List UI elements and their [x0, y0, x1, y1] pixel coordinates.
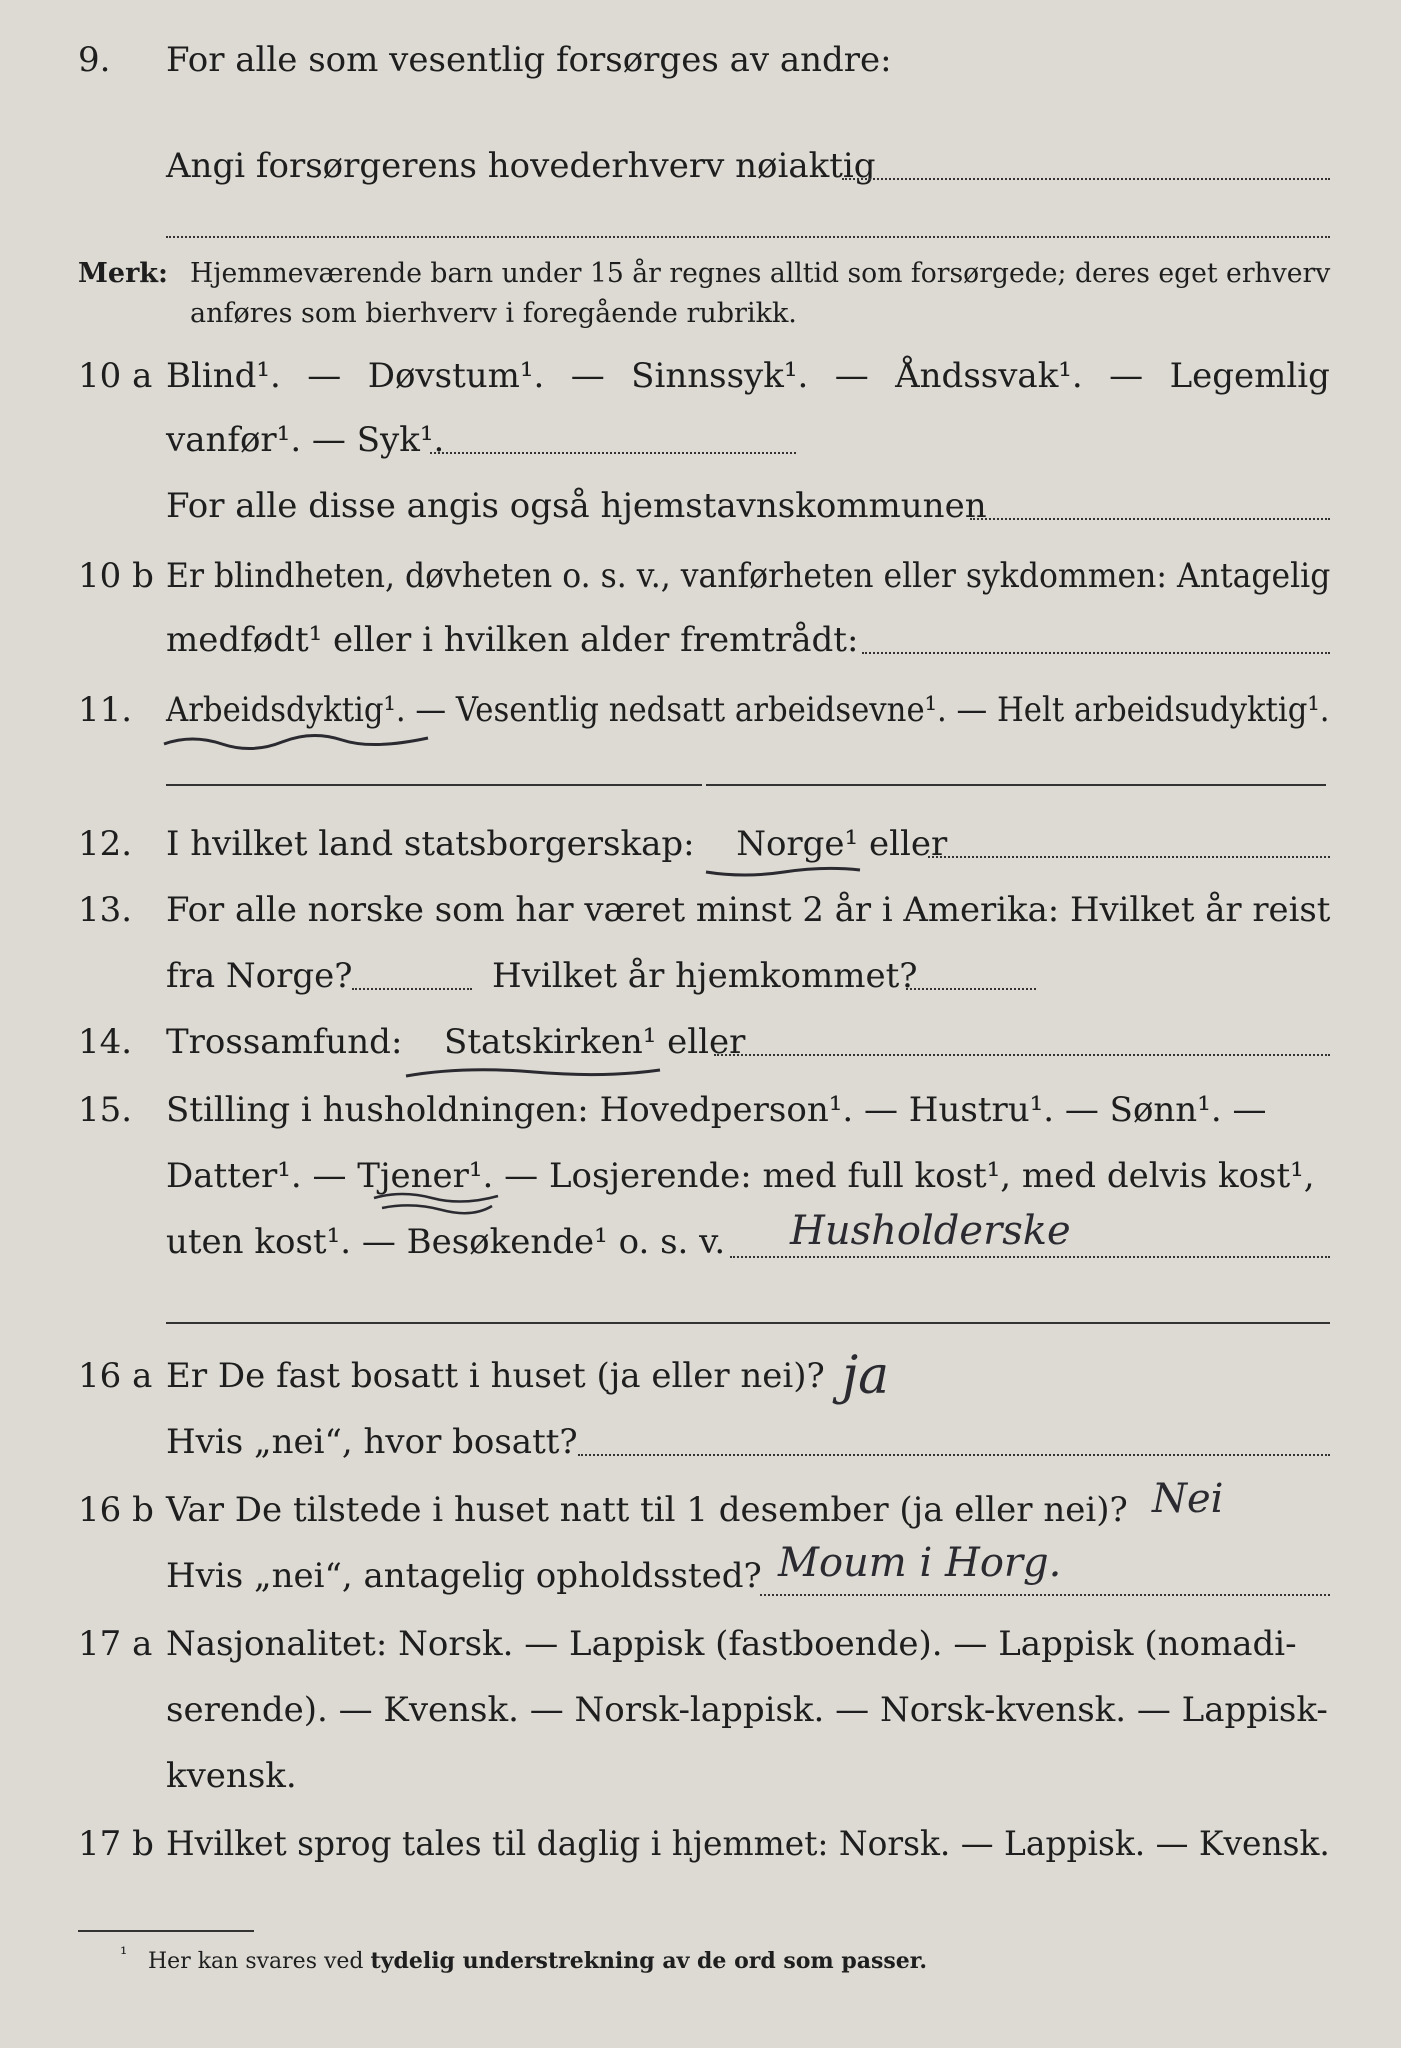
q16a-line2: Hvis „nei“, hvor bosatt?: [166, 1422, 578, 1462]
q17a-line2: serende). — Kvensk. — Norsk-lappisk. — Norsk-kvensk. — Lappisk-: [166, 1690, 1328, 1730]
item-number-9: 9.: [78, 40, 111, 80]
q16a-bosatt-answer-line[interactable]: [578, 1454, 1330, 1456]
q15-line2: Datter¹. — Tjener¹. — Losjerende: med full kost¹, med delvis kost¹,: [166, 1156, 1315, 1196]
footnote: [148, 1948, 927, 1974]
q16b-handwritten-answer-2[interactable]: Moum i Horg.: [778, 1540, 1062, 1586]
q17a-line1: Nasjonalitet: Norsk. — Lappisk (fastboende). — Lappisk (nomadi-: [166, 1624, 1297, 1664]
handwritten-underline-arbeidsdyktig: [162, 730, 432, 754]
q13-hjemkommet-answer-line[interactable]: [906, 988, 1036, 990]
q14-answer-line[interactable]: [714, 1054, 1330, 1056]
item-number-17a: 17 a: [78, 1624, 153, 1664]
q16b-line2: Hvis „nei“, antagelig opholdssted?: [166, 1556, 762, 1596]
q12-prefix: I hvilket land statsborgerskap:: [166, 824, 695, 864]
q14-suffix: eller: [667, 1022, 746, 1062]
item-number-16a: 16 a: [78, 1356, 153, 1396]
option-statskirken[interactable]: Statskirken¹: [444, 1022, 657, 1062]
footnote-text: Her kan svares ved: [148, 1949, 364, 1974]
dash: —: [1109, 356, 1144, 396]
q15-answer-line[interactable]: [730, 1256, 1330, 1258]
q12-line: [166, 824, 947, 864]
q15-rule: [166, 1322, 1330, 1324]
item-number-17b: 17 b: [78, 1824, 154, 1864]
q14-prefix: Trossamfund:: [166, 1022, 403, 1062]
q15-line3: uten kost¹. — Besøkende¹ o. s. v.: [166, 1222, 726, 1262]
q15-handwritten-answer[interactable]: Husholderske: [790, 1208, 1071, 1254]
q12-suffix: eller: [869, 824, 948, 864]
q11-rule-1: [166, 784, 702, 786]
item-number-10a: 10 a: [78, 356, 153, 396]
q16b-line1: Var De tilstede i huset natt til 1 desember (ja eller nei)?: [166, 1490, 1128, 1530]
q11-rule-2: [706, 784, 1326, 786]
q17b-line1: Hvilket sprog tales til daglig i hjemmet: Norsk. — Lappisk. — Kvensk.: [166, 1824, 1330, 1864]
merk-label: Merk:: [78, 258, 168, 289]
q16a-handwritten-answer[interactable]: ja: [842, 1346, 890, 1406]
q15-line1: Stilling i husholdningen: Hovedperson¹. — Hustru¹. — Sønn¹. —: [166, 1090, 1267, 1130]
item-number-12: 12.: [78, 824, 133, 864]
item-number-10b: 10 b: [78, 556, 154, 596]
item-number-13: 13.: [78, 890, 133, 930]
item-number-11: 11.: [78, 690, 133, 730]
option-andssvak[interactable]: Åndssvak¹.: [895, 356, 1083, 396]
dash: —: [307, 356, 342, 396]
q16b-handwritten-answer-1[interactable]: Nei: [1152, 1476, 1224, 1522]
q10b-line2: medfødt¹ eller i hvilken alder fremtrådt:: [166, 620, 859, 660]
dash: —: [570, 356, 605, 396]
handwritten-underline-statskirken: [404, 1062, 664, 1084]
q11-line1: Arbeidsdyktig¹. — Vesentlig nedsatt arbeidsevne¹. — Helt arbeidsudyktig¹.: [166, 690, 1330, 730]
q10b-line1: Er blindheten, døvheten o. s. v., vanførheten eller sykdommen: Antagelig: [166, 556, 1331, 596]
footnote-rule: [78, 1930, 254, 1932]
q9-answer-line[interactable]: [842, 178, 1330, 180]
q9-answer-line-2[interactable]: [166, 236, 1330, 238]
q10a-syk-answer-line[interactable]: [430, 452, 796, 454]
option-blind[interactable]: Blind¹.: [166, 356, 281, 396]
q13-line2b: Hvilket år hjemkommet?: [492, 956, 918, 996]
q13-line1: For alle norske som har været minst 2 år i Amerika: Hvilket år reist: [166, 890, 1331, 930]
q10a-line2: vanfør¹. — Syk¹.: [166, 420, 445, 460]
option-dovstum[interactable]: Døvstum¹.: [367, 356, 545, 396]
q16a-line1: Er De fast bosatt i huset (ja eller nei)?: [166, 1356, 825, 1396]
footnote-bold: tydelig understrekning av de ord som passer.: [370, 1948, 928, 1974]
q9-line2: Angi forsørgerens hovederhverv nøiaktig: [166, 146, 876, 186]
q14-line: [166, 1022, 745, 1062]
item-number-16b: 16 b: [78, 1490, 154, 1530]
q10a-line3: For alle disse angis også hjemstavnskommunen: [166, 486, 987, 526]
q12-answer-line[interactable]: [928, 856, 1330, 858]
dash: —: [834, 356, 869, 396]
footnote-mark: ¹: [120, 1944, 128, 1965]
merk-line1: Hjemmeværende barn under 15 år regnes alltid som forsørgede; deres eget erhverv: [190, 258, 1331, 289]
q13-line2a: fra Norge?: [166, 956, 353, 996]
option-norge[interactable]: Norge¹: [736, 824, 859, 864]
q17a-line3: kvensk.: [166, 1756, 297, 1796]
q16b-answer-line[interactable]: [760, 1594, 1330, 1596]
item-number-14: 14.: [78, 1022, 133, 1062]
q10a-hjemstavn-answer-line[interactable]: [970, 518, 1330, 520]
handwritten-underline-norge: [704, 862, 864, 882]
handwritten-underline-tjener: [372, 1188, 502, 1216]
option-legemlig[interactable]: Legemlig: [1169, 356, 1330, 396]
merk-line2: anføres som bierhverv i foregående rubrikk.: [190, 298, 797, 329]
q10a-line1: [166, 356, 1330, 396]
item-number-15: 15.: [78, 1090, 133, 1130]
q10b-answer-line[interactable]: [862, 652, 1330, 654]
q13-reist-answer-line[interactable]: [352, 988, 472, 990]
q9-line1: For alle som vesentlig forsørges av andre:: [166, 40, 892, 80]
option-sinnssyk[interactable]: Sinnssyk¹.: [631, 356, 809, 396]
